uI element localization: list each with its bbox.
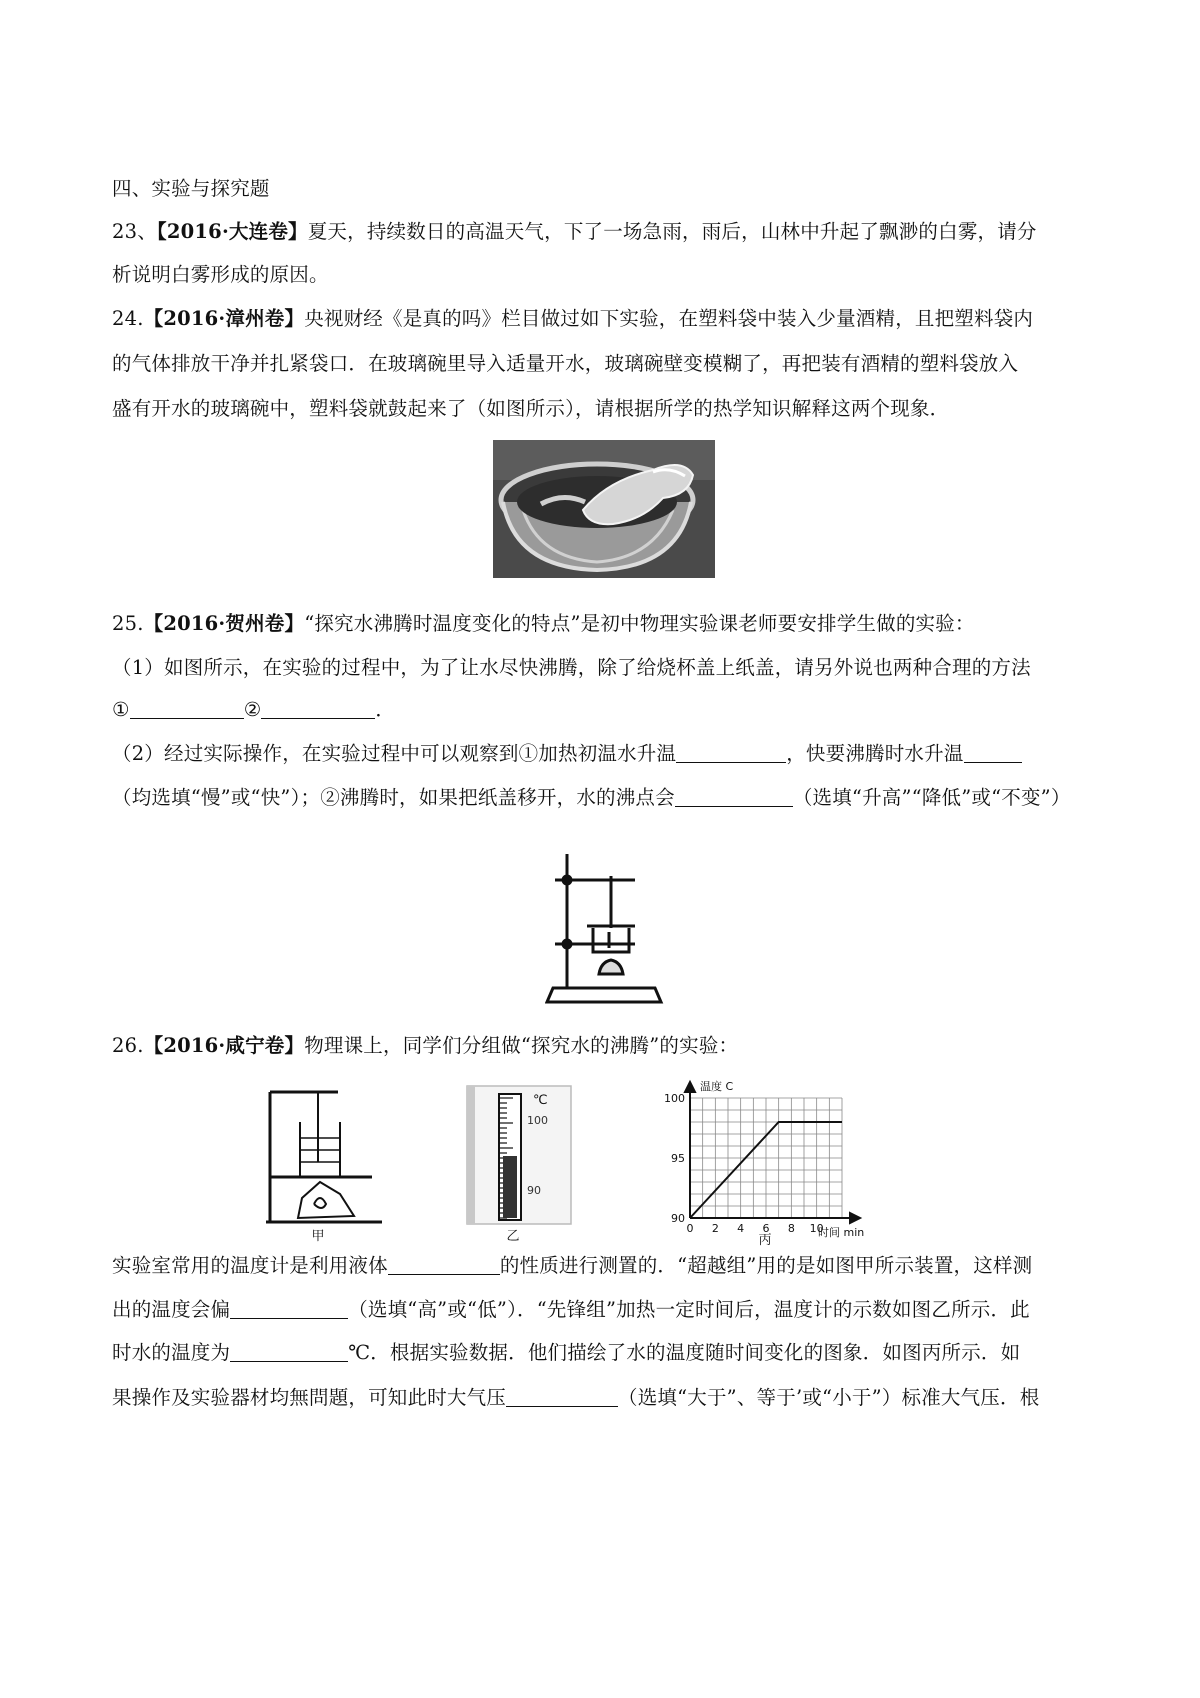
x-tick-label: 10 [809,1222,824,1235]
period: ． [375,698,396,721]
question-source: 【2016·咸宁卷】 [143,1034,305,1057]
figure-bing-chart [650,1078,880,1248]
answer-blank-6[interactable] [388,1254,500,1275]
figure-jia-apparatus [262,1082,392,1242]
x-axis-arrow [850,1213,860,1223]
answer-blank-5[interactable] [675,786,793,807]
question-text: （均选填“慢”或“快”）；②沸腾时，如果把纸盖移开，水的沸点会 [112,786,675,809]
question-23-line-1 [112,219,1037,245]
question-text: （选填“大于”、等于’或“小于”）标准大气压．根 [618,1386,1040,1409]
question-source: 【2016·大连卷】 [156,220,308,243]
thermometer-tick-100: 100 [527,1114,548,1127]
question-text: 夏天，持续数日的高温天气，下了一场急雨，雨后，山林中升起了飘渺的白雾，请分 [307,220,1037,243]
question-text: 果操作及实验器材均無問題，可知此时大气压 [112,1386,507,1409]
question-number: 25. [112,612,144,635]
x-tick-label: 8 [787,1222,795,1235]
question-24-line-3: 盛有开水的玻璃碗中，塑料袋就鼓起来了（如图所示），请根据所学的热学知识解释这两个现象． [112,397,950,420]
circled-1: ① [112,698,130,721]
question-text: （选填“高”或“低”）．“先锋组”加热一定时间后，温度计的示数如图乙所示．此 [348,1298,1030,1321]
answer-blank-4[interactable] [964,742,1022,763]
x-axis-label: 时间 min [818,1226,865,1239]
answer-blank-9[interactable] [506,1386,618,1407]
question-text: ，快要沸腾时水升温 [786,742,964,765]
question-text: （选填“升高”“降低”或“不变”） [792,786,1071,809]
figure-yi-thermometer [463,1082,578,1244]
section-title: 四、实验与探究题 [112,177,270,200]
y-tick-label: 95 [671,1152,685,1165]
x-tick-label: 2 [711,1222,719,1235]
question-26-line-4 [112,1340,1020,1366]
figure-label-yi: 乙 [506,1229,520,1244]
x-tick-label: 4 [737,1222,745,1235]
boiling-apparatus-figure [545,848,665,1008]
question-text: （2）经过实际操作，在实验过程中可以观察到①加热初温水升温 [112,742,677,765]
question-text: 出的温度会偏 [112,1298,231,1321]
question-26-line-2 [112,1253,1032,1279]
question-26-line-1 [112,1033,738,1059]
figure-label-jia: 甲 [311,1229,325,1242]
question-25-line-4 [112,741,1022,767]
question-number: 23、 [112,220,157,243]
question-number: 24. [112,307,144,330]
question-text: ℃．根据实验数据．他们描绘了水的温度随时间变化的图象．如图丙所示．如 [348,1341,1021,1364]
x-tick-label: 6 [762,1222,770,1235]
question-text: 实验室常用的温度计是利用液体 [112,1254,388,1277]
question-number: 26. [112,1034,144,1057]
figure-label-bing: 丙 [758,1233,772,1248]
x-tick-label: 0 [686,1222,694,1235]
question-source: 【2016·漳州卷】 [143,307,305,330]
answer-blank-7[interactable] [230,1298,348,1319]
question-source: 【2016·贺州卷】 [143,612,305,635]
question-text: 时水的温度为 [112,1341,231,1364]
question-26-line-3 [112,1297,1030,1323]
question-24-line-1 [112,306,1033,332]
answer-blank-2[interactable] [261,698,375,719]
question-text: 的性质进行测置的．“超越组”用的是如图甲所示装置，这样测 [499,1254,1033,1277]
y-axis-label: 温度 C [700,1080,734,1093]
question-25-line-1 [112,611,975,637]
answer-blank-8[interactable] [230,1341,348,1362]
y-tick-label: 90 [671,1212,685,1225]
question-25-line-3 [112,697,395,723]
thermometer-tick-90: 90 [527,1184,541,1197]
y-axis-arrow [685,1082,695,1092]
answer-blank-1[interactable] [130,698,244,719]
answer-blank-3[interactable] [676,742,786,763]
glass-bowl-photo [493,440,715,578]
thermometer-unit: ℃ [533,1093,548,1108]
y-tick-label: 100 [664,1092,685,1105]
question-24-line-2: 的气体排放干净并扎紧袋口．在玻璃碗里导入适量开水，玻璃碗壁变模糊了，再把装有酒精的塑料袋放入 [112,352,1019,375]
circled-2: ② [243,698,262,721]
question-25-line-5 [112,785,1071,811]
question-text: “探究水沸腾时温度变化的特点”是初中物理实验课老师要安排学生做的实验： [304,612,975,635]
question-text: 央视财经《是真的吗》栏目做过如下实验，在塑料袋中装入少量酒精，且把塑料袋内 [304,307,1034,330]
question-23-line-2: 析说明白雾形成的原因。 [112,263,329,286]
thermometer-liquid-column [503,1156,517,1218]
question-25-line-2: （1）如图所示，在实验的过程中，为了让水尽快沸腾，除了给烧杯盖上纸盖，请另外说也两种合理的方法 [112,656,1031,679]
question-text: 物理课上，同学们分组做“探究水的沸腾”的实验： [304,1034,739,1057]
question-26-line-5 [112,1385,1039,1411]
